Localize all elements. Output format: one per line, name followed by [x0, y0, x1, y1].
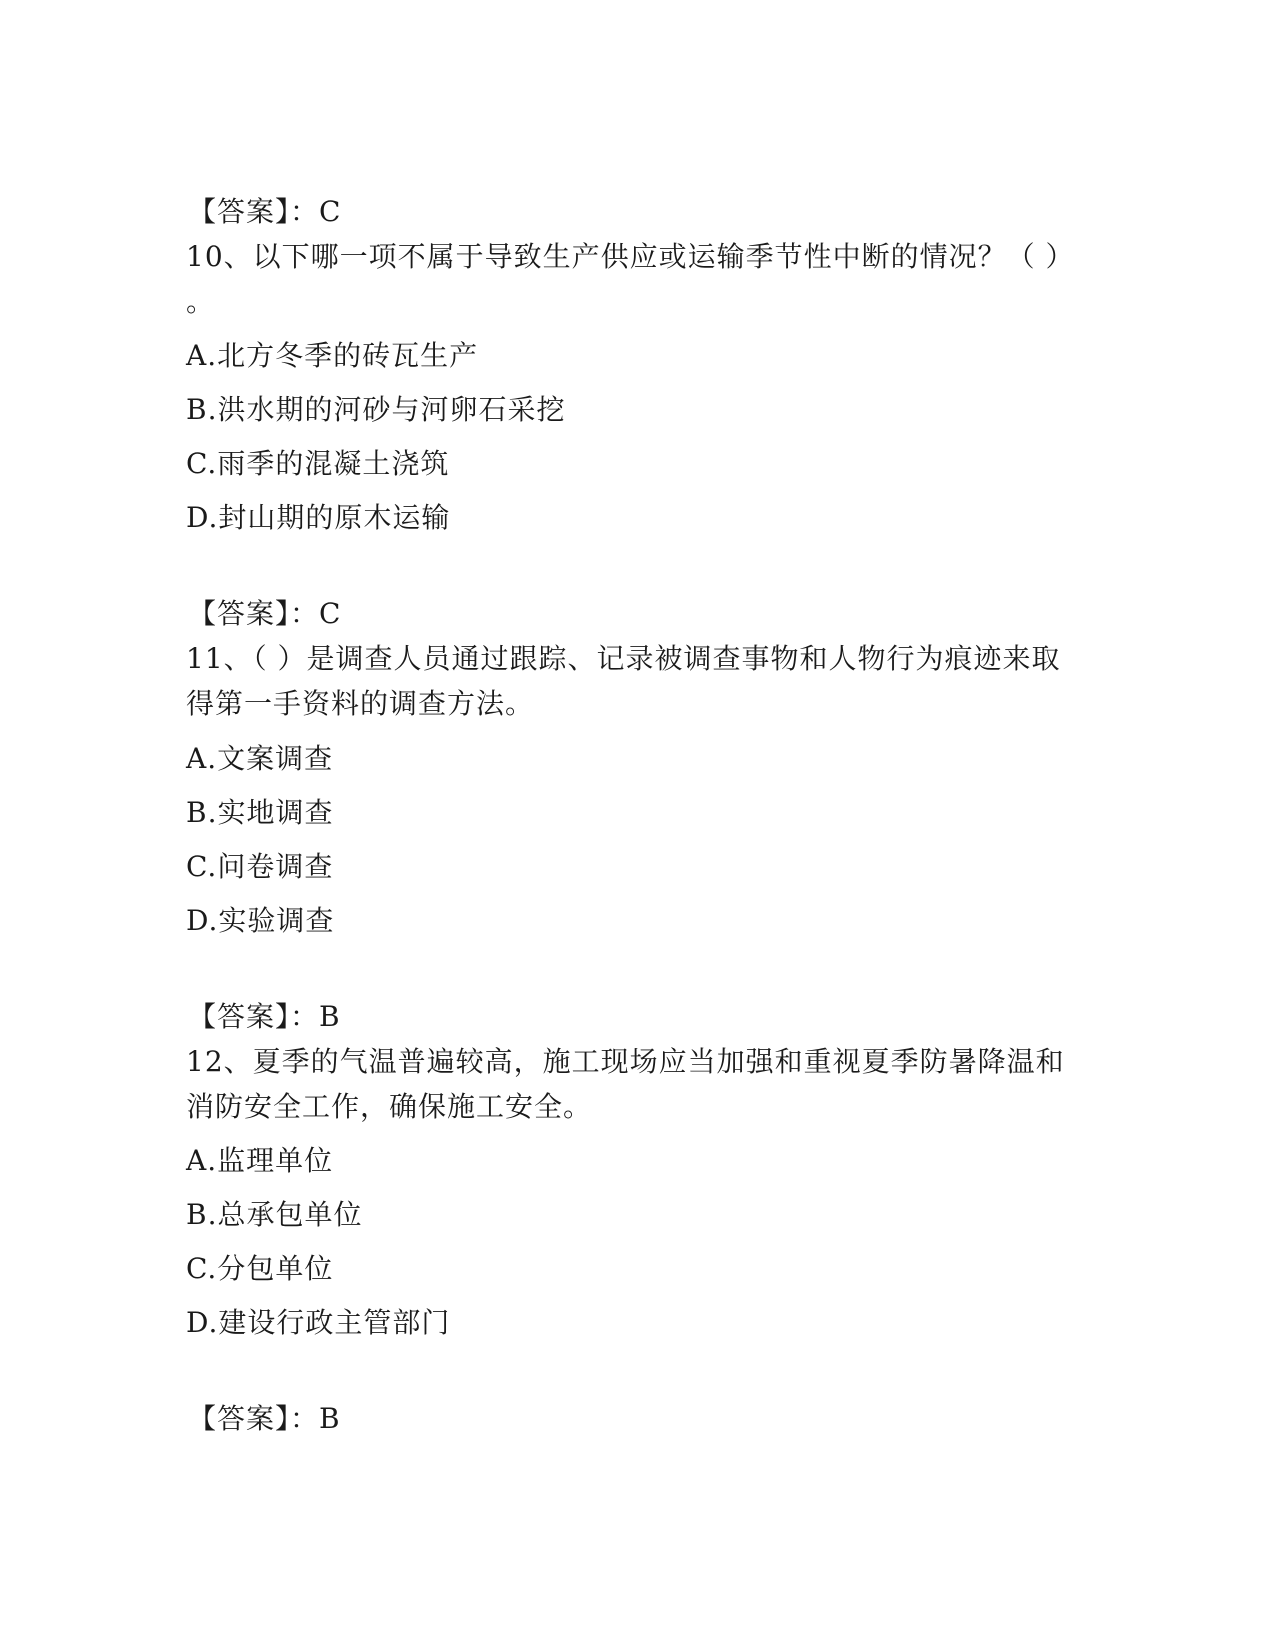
answer-q9: 【答案】：C [188, 195, 342, 228]
question-11-option-a: A.文案调查 [186, 742, 334, 775]
question-12-option-c: C.分包单位 [186, 1252, 334, 1285]
question-12-text-line1: 12、夏季的气温普遍较高，施工现场应当加强和重视夏季防暑降温和 [186, 1045, 1065, 1078]
answer-q11: 【答案】：B [188, 1000, 341, 1033]
question-12-text-line2: 消防安全工作，确保施工安全。 [186, 1090, 593, 1123]
question-11-option-b: B.实地调查 [186, 796, 334, 829]
answer-q10: 【答案】：C [188, 597, 342, 630]
question-11-option-c: C.问卷调查 [186, 850, 334, 883]
answer-q12: 【答案】：B [188, 1402, 341, 1435]
question-10-option-d: D.封山期的原木运输 [186, 501, 451, 534]
question-10-option-b: B.洪水期的河砂与河卵石采挖 [186, 393, 566, 426]
question-12-option-d: D.建设行政主管部门 [186, 1306, 451, 1339]
question-12-option-b: B.总承包单位 [186, 1198, 363, 1231]
question-11-text-line2: 得第一手资料的调查方法。 [186, 687, 535, 720]
question-11-option-d: D.实验调查 [186, 904, 335, 937]
question-10-text-line2: 。 [186, 285, 216, 318]
question-10-text-line1: 10、以下哪一项不属于导致生产供应或运输季节性中断的情况？（ ） [186, 240, 1075, 273]
question-10-option-c: C.雨季的混凝土浇筑 [186, 447, 450, 480]
question-12-option-a: A.监理单位 [186, 1144, 334, 1177]
question-10-option-a: A.北方冬季的砖瓦生产 [186, 339, 479, 372]
question-11-text-line1: 11、（ ）是调查人员通过跟踪、记录被调查事物和人物行为痕迹来取 [186, 642, 1061, 675]
